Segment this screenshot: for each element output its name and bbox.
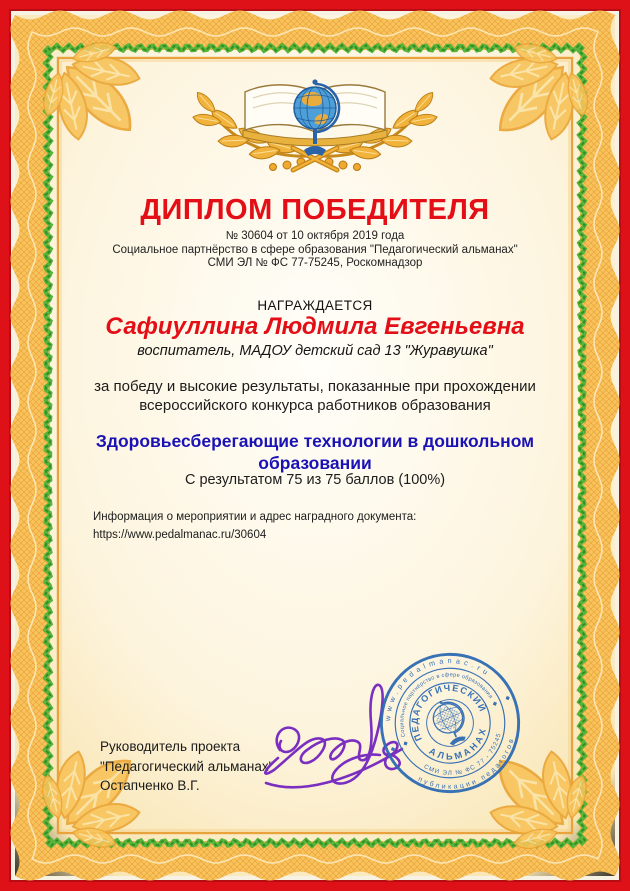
award-reason: за победу и высокие результаты, показанные при прохождении всероссийского конкурса работников образования xyxy=(94,378,536,414)
recipient-name: Сафиуллина Людмила Евгеньевна xyxy=(105,313,525,340)
signer-organization: "Педагогический альманах" xyxy=(100,758,274,774)
contest-title: Здоровьесберегающие технологии в дошкольном образовании xyxy=(95,431,535,473)
signer-name: Остапченко В.Г. xyxy=(100,778,200,793)
info-url: https://www.pedalmanac.ru/30604 xyxy=(93,528,267,541)
media-registration-line: СМИ ЭЛ № ФС 77-75245, Роскомнадзор xyxy=(207,257,423,269)
signature-block xyxy=(100,737,273,796)
seal-diamond-mid-right: ◆ xyxy=(491,700,499,708)
seal-partnership-text: Социальное партнёрство в сфере образования xyxy=(399,672,494,738)
seal-url-text: www.pedalmanac.ru xyxy=(383,656,493,722)
diploma-meta xyxy=(0,230,630,271)
diploma-title: ДИПЛОМ ПОБЕДИТЕЛЯ xyxy=(140,194,490,226)
seal-globe-icon xyxy=(427,694,474,748)
seal-diamond-right: ◆ xyxy=(504,694,512,703)
seal-diamond-mid-left: ◆ xyxy=(402,740,410,748)
diploma-number-line: № 30604 от 10 октября 2019 года xyxy=(225,230,405,242)
seal-almanac-text: АЛЬМАНАХ xyxy=(427,725,489,762)
seal-publications-text: публикации педагогов xyxy=(416,736,517,791)
recipient-role: воспитатель, МАДОУ детский сад 13 "Журавушка" xyxy=(137,343,493,359)
info-label: Информация о мероприятии и адрес наградного документа: xyxy=(93,511,417,523)
signer-title: Руководитель проекта xyxy=(100,739,241,754)
seal-smi-text: СМИ ЭЛ № ФС 77 - 75245 xyxy=(422,731,503,777)
organization-line: Социальное партнёрство в сфере образования "Педагогический альманах" xyxy=(112,243,518,256)
awarded-label: НАГРАЖДАЕТСЯ xyxy=(257,298,373,313)
info-block xyxy=(93,509,416,544)
globe-book-laurel-emblem-icon xyxy=(185,70,445,178)
score-line: С результатом 75 из 75 баллов (100%) xyxy=(184,472,446,488)
seal-diamond-left: ◆ xyxy=(389,745,397,754)
seal-pedagogical-text: ПЕДАГОГИЧЕСКИЙ xyxy=(409,682,489,743)
